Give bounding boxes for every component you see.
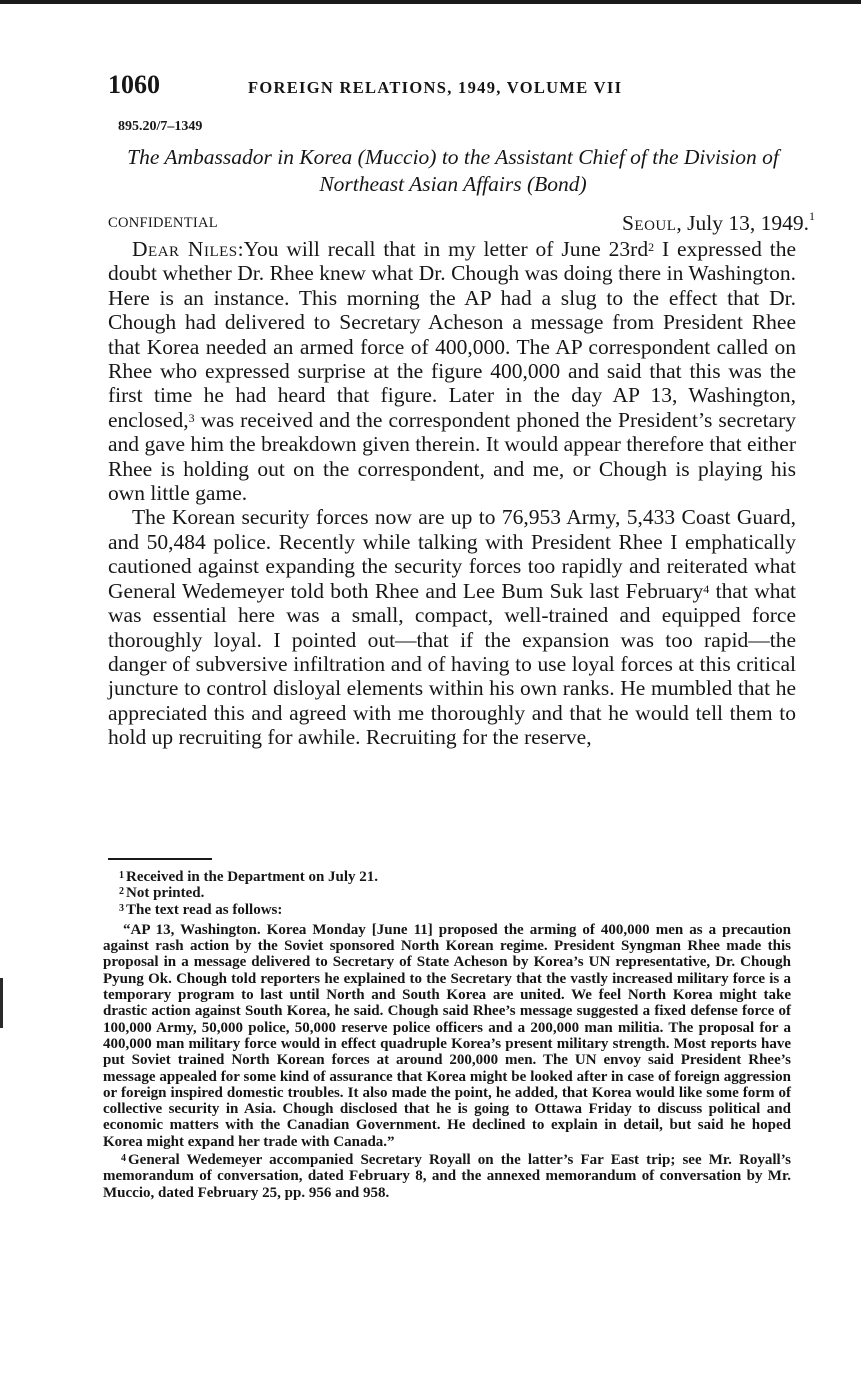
footnote-4 <box>103 1152 791 1201</box>
document-title: The Ambassador in Korea (Muccio) to the Assistant Chief of the Division of Northeast Asian Affairs (Bond) <box>127 145 779 196</box>
footnote-3-quotation: “AP 13, Washington. Korea Monday [June 11] proposed the arming of 400,000 men as a precaution against rash action by the Soviet sponsored North Korean regime. President Syngman Rhee made this proposal in a message delivered to Secretary of State Acheson by Korea’s UN representative, Dr. Chough Pyung Ok. Chough told reporters he explained to the Secretary that the vastly increased military force is a temporary program to last until North and South Korea are united. We feel North Korea might take drastic action against South Korea, he said. Chough said Rhee’s message suggested a fixed defense force of 100,000 Army, 50,000 police, 50,000 reserve police officers and a 200,000 man militia. The proposal for a 400,000 man military force would in effect quadruple Korea’s present military strength. Most reports have put Soviet trained North Korean forces at around 200,000 men. The UN envoy said President Rhee’s message appealed for some kind of assurance that Korea might be looked after in case of foreign aggression or foreign inspired domestic troubles. It also made the point, he added, that Korea would like some form of collective security in Asia. Chough disclosed that he is going to Ottawa Friday to discuss political and economic matters with the Canadian Government. He declined to explain in detail, but said he hoped Korea might expand her trade with Canada.” <box>103 921 791 1150</box>
file-number: 895.20/7–1349 <box>118 119 203 134</box>
footnote-3-text: The text read as follows: <box>126 901 283 918</box>
footnote-3-mark: 3 <box>119 902 124 914</box>
paragraph-1-text-c: was received and the correspondent phoned the President’s secretary and gave him the breakdown given therein. It would appear therefore that either Rhee is holding out on the correspondent, and me, or Chough is playing his own little game. <box>108 407 796 506</box>
page-top-border <box>0 0 861 4</box>
footnote-divider <box>108 858 212 860</box>
paragraph-1-text-a: :You will recall that in my letter of June 23rd <box>237 237 649 261</box>
footnote-1-text: Received in the Department on July 21. <box>126 869 379 885</box>
footnote-4-text: General Wedemeyer accompanied Secretary Royall on the latter’s Far East trip; see Mr. Royall’s memorandum of conversation, dated February 8, and the annexed memorandum of conversation by Mr. Muccio, dated February 25, pp. 956 and 958. <box>103 1152 791 1201</box>
page-number: 1060 <box>108 70 160 99</box>
running-head: FOREIGN RELATIONS, 1949, VOLUME VII <box>248 78 623 97</box>
footnote-3 <box>103 902 791 918</box>
scan-edge-mark <box>0 978 3 1028</box>
letter-body <box>108 237 796 750</box>
dateline-place: Seoul <box>621 211 677 235</box>
footnote-2-mark: 2 <box>119 886 124 898</box>
paragraph-2-text-b: that what was essential here was a small, compact, well-trained and equipped force thoroughly loyal. I pointed out—that if the expansion was too rapid—the danger of subversive infiltration and of having to use loyal forces at this critical juncture to control disloyal elements within his own ranks. He mumbled that he appreciated this and agreed with me thoroughly and that he would tell them to hold up recruiting for awhile. Recruiting for the reserve, <box>108 578 796 750</box>
footnote-ref-2: 2 <box>648 240 655 254</box>
classification-label: CONFIDENTIAL <box>108 215 218 231</box>
footnote-ref-3: 3 <box>188 410 195 425</box>
dateline <box>622 211 815 236</box>
salutation: Dear Niles <box>132 237 238 261</box>
footnote-2-text: Not printed. <box>126 885 205 902</box>
page-header <box>108 70 798 104</box>
paragraph-2-text-a: The Korean security forces now are up to 76,953 Army, 5,433 Coast Guard, and 50,484 police. Recently while talking with President Rhee I emphatically cautioned against expanding the security forces too rapidly and reiterated what General Wedemeyer told both Rhee and Lee Bum Suk last February <box>108 505 796 603</box>
footnote-4-mark: 4 <box>121 1153 126 1165</box>
footnote-ref-1: 1 <box>809 209 815 223</box>
footnote-2 <box>103 885 791 901</box>
paragraph-2 <box>108 505 796 749</box>
paragraph-1 <box>108 237 796 505</box>
footnote-1 <box>103 869 791 885</box>
footnote-1-mark: 1 <box>119 870 124 881</box>
paragraph-1-text-b: I expressed the doubt whether Dr. Rhee knew what Dr. Chough was doing there in Washington. Here is an instance. This morning the AP had a slug to the effect that Dr. Chough had delivered to Secretary Acheson a message from President Rhee that Korea needed an armed force of 400,000. The AP correspondent called on Rhee who expressed surprise at the figure 400,000 and said that this was the first time he had heard that figure. Later in the day AP 13, Washington, enclosed, <box>108 237 796 432</box>
footnote-ref-4: 4 <box>703 581 710 596</box>
footnotes <box>103 869 791 1201</box>
dateline-date: , July 13, 1949. <box>676 211 809 235</box>
